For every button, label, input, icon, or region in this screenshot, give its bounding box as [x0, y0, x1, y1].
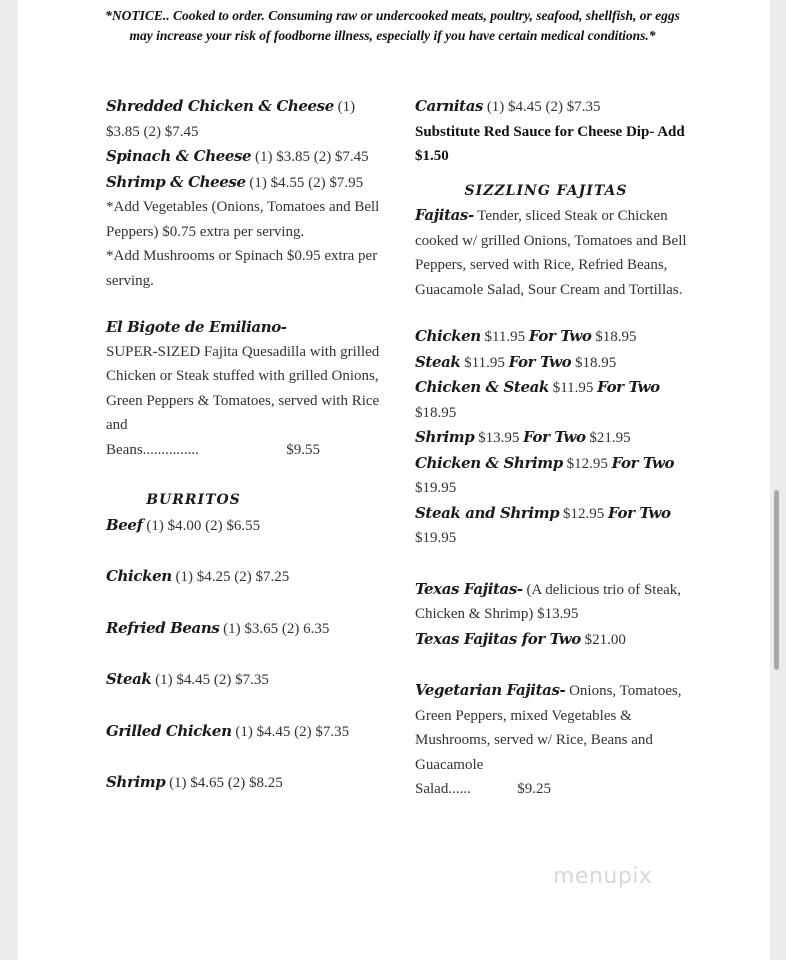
item-name: Beef — [106, 515, 143, 534]
item-name: Texas Fajitas- — [415, 579, 523, 598]
left-column — [106, 94, 381, 796]
item-name: Steak — [106, 670, 152, 688]
right-column — [415, 94, 695, 802]
for-two-label: For Two — [611, 453, 675, 472]
item-price: $13.95 — [474, 430, 524, 446]
watermark-logo: menupix — [553, 864, 653, 889]
item-price: (1) $4.45 (2) $7.35 — [483, 99, 601, 115]
item-price: (1) $3.85 (2) $7.45 — [251, 149, 369, 165]
notice: *NOTICE.. Cooked to order. Consuming raw or undercooked meats, poultry, seafood, shellfish, or eggs may increase your risk of foodborne illness, especially if you have certain medical conditions.* — [105, 8, 680, 43]
menu-item — [106, 667, 381, 693]
fajitas-intro — [415, 203, 695, 302]
item-name: Shrimp — [106, 773, 166, 791]
item-price: $21.00 — [580, 631, 626, 648]
item-name: Chicken — [415, 327, 481, 345]
item-price: (1) $4.65 (2) $8.25 — [165, 775, 283, 791]
item-leader: Salad...... — [415, 781, 471, 797]
item-price: $11.95 — [480, 329, 529, 345]
substitute-note: Substitute Red Sauce for Cheese Dip- Add $1.50 — [415, 123, 685, 164]
texas-fajitas-for-two — [415, 627, 695, 653]
item-name: Shredded Chicken & Cheese — [106, 97, 334, 115]
for-two-price: $19.95 — [415, 480, 457, 496]
item-price: (1) $4.25 (2) $7.25 — [171, 569, 290, 585]
texas-fajitas — [415, 577, 695, 627]
item-price: (1) $4.00 (2) $6.55 — [142, 517, 261, 534]
item-name: Shrimp & Cheese — [106, 172, 246, 191]
item-price: $12.95 — [562, 455, 612, 472]
item-name: Chicken — [106, 567, 172, 585]
fajita-item — [415, 324, 695, 350]
for-two-label: For Two — [528, 327, 592, 345]
item-leader: Beans............... — [106, 441, 199, 458]
addon-mushrooms: *Add Mushrooms or Spinach $0.95 extra per serving. — [106, 248, 378, 289]
fajita-item — [415, 375, 695, 425]
for-two-price: $18.95 — [574, 354, 617, 371]
fajita-item — [415, 501, 695, 551]
for-two-price: $18.95 — [595, 329, 637, 345]
for-two-label: For Two — [608, 503, 671, 522]
item-name: Fajitas- — [415, 206, 474, 224]
for-two-label: For Two — [508, 352, 572, 371]
item-name: Refried Beans — [106, 618, 220, 637]
fajita-item — [415, 425, 695, 451]
item-price: $11.95 — [548, 380, 598, 396]
for-two-label: For Two — [523, 428, 586, 446]
menu-item — [106, 719, 381, 745]
fajitas-heading: SIZZLING FAJITAS — [464, 182, 628, 199]
item-name: Vegetarian Fajitas- — [415, 681, 566, 699]
item-price: (1) $4.55 (2) $7.95 — [245, 174, 364, 191]
menu-item — [106, 513, 381, 539]
item-price: (1) $3.65 (2) 6.35 — [219, 620, 330, 637]
item-name: Chicken & Shrimp — [415, 453, 563, 472]
item-description: SUPER-SIZED Fajita Quesadilla with grilled Chicken or Steak stuffed with grilled Onions, Green Peppers & Tomatoes, served with Rice and — [106, 343, 380, 433]
for-two-label: For Two — [597, 378, 660, 396]
item-price: (1) $3.85 (2) $7.45 — [106, 99, 356, 140]
fajita-item — [415, 451, 695, 501]
item-name: Shrimp — [415, 428, 475, 446]
for-two-price: $18.95 — [415, 404, 457, 421]
menu-item — [415, 94, 695, 120]
item-name: Chicken & Steak — [415, 378, 549, 396]
item-name: Carnitas — [415, 97, 484, 115]
item-price: (1) $4.45 (2) $7.35 — [151, 672, 269, 688]
item-name: Texas Fajitas for Two — [415, 629, 581, 648]
scrollbar[interactable] — [774, 490, 779, 670]
menu-item — [106, 770, 381, 796]
vegetarian-fajitas — [415, 678, 695, 802]
item-price: $11.95 — [460, 354, 509, 371]
item-name: Steak — [415, 352, 461, 371]
menu-item — [106, 170, 381, 196]
item-price: $12.95 — [559, 505, 609, 522]
menu-item — [106, 564, 381, 590]
fajita-item — [415, 350, 695, 376]
burritos-heading: BURRITOS — [146, 492, 241, 508]
item-description: (A delicious trio of Steak, Chicken & Shrimp) $13.95 — [415, 581, 682, 622]
menu-item — [106, 144, 381, 170]
for-two-price: $21.95 — [589, 430, 631, 446]
item-price: (1) $4.45 (2) $7.35 — [231, 723, 350, 740]
for-two-price: $19.95 — [415, 530, 457, 546]
bigote-item — [106, 315, 381, 462]
item-price: $9.25 — [517, 781, 551, 797]
item-name: Steak and Shrimp — [415, 503, 560, 522]
item-price: $9.55 — [286, 441, 320, 458]
addon-vegetables: *Add Vegetables (Onions, Tomatoes and Bell Peppers) $0.75 extra per serving. — [106, 199, 380, 240]
item-name: Grilled Chicken — [106, 721, 232, 740]
menu-item — [106, 616, 381, 642]
menu-item — [106, 94, 381, 144]
item-name: Spinach & Cheese — [106, 147, 252, 165]
item-description: Onions, Tomatoes, Green Peppers, mixed Vegetables & Mushrooms, served w/ Rice, Beans and Guacamole — [415, 683, 682, 773]
item-name: El Bigote de Emiliano- — [106, 318, 287, 336]
item-description: Tender, sliced Steak or Chicken cooked w/ grilled Onions, Tomatoes and Bell Peppers, served with Rice, Refried Beans, Guacamole Salad, Sour Cream and Tortillas. — [415, 208, 687, 298]
